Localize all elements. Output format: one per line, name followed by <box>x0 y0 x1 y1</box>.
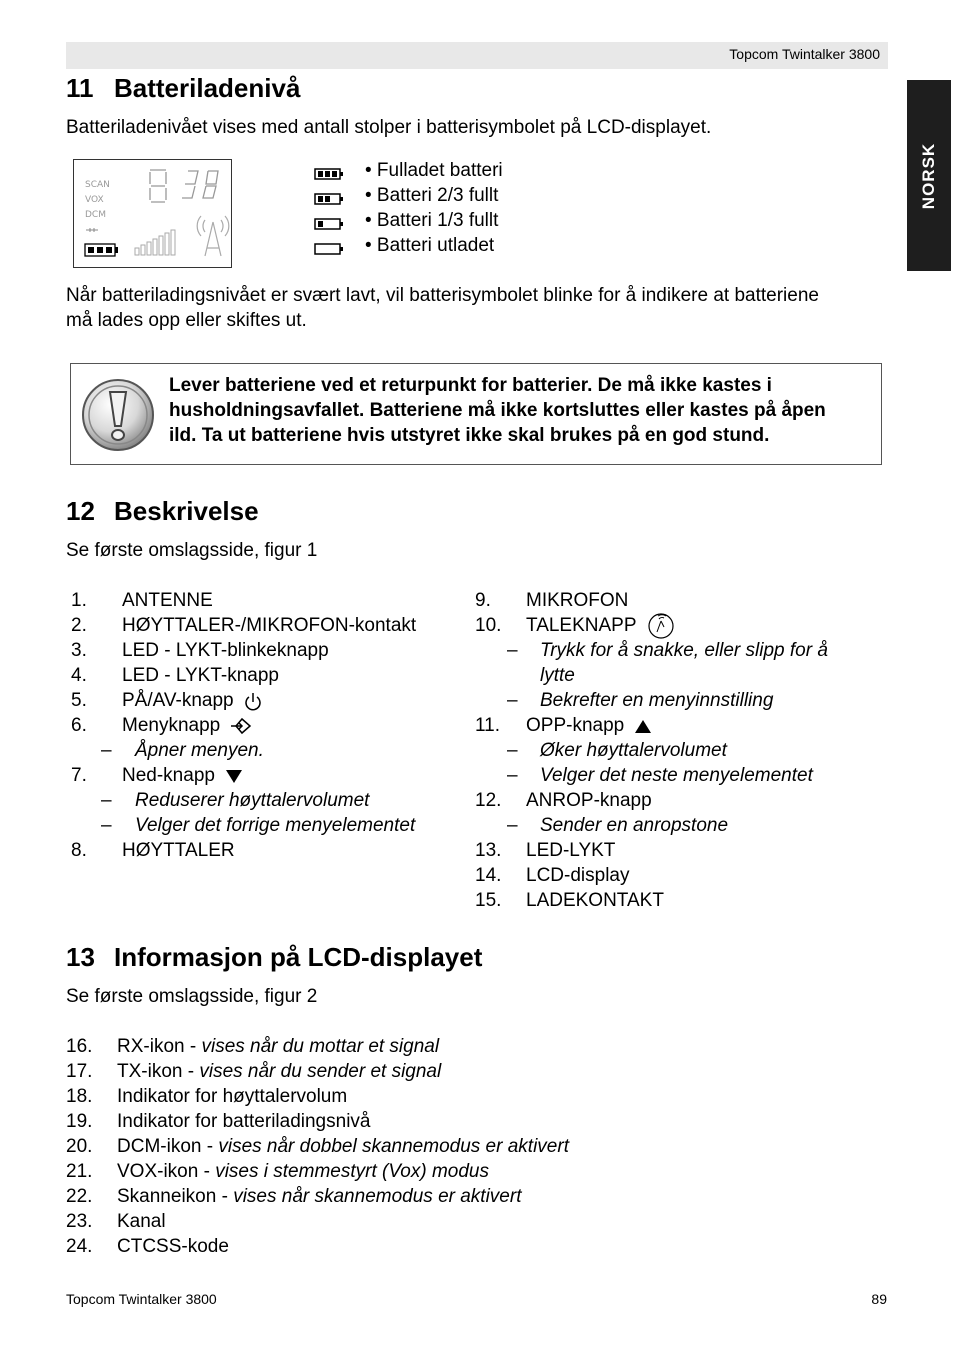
battery-level-empty <box>314 233 503 258</box>
list-item: 4. LED - LYKT-knapp <box>71 665 280 686</box>
svg-text:SCAN: SCAN <box>85 180 110 190</box>
language-tab-label: NORSK <box>919 142 938 209</box>
battery-warning-text: Lever batteriene ved et returpunkt for batterier. De må ikke kastes i husholdningsavfallet. Batteriene må ikke kortsluttes eller kastes på åpen ild. Ta ut batteriene hvis utstyret ikke skal brukes på en god stund. <box>169 375 826 446</box>
up-triangle-icon <box>634 718 652 734</box>
section-13-heading: 13 Informasjon på LCD-displayet <box>66 942 483 972</box>
battery-one-third-icon <box>314 217 344 231</box>
list-item: 5. PÅ/AV-knapp <box>66 688 466 713</box>
header-bar <box>66 42 888 69</box>
list-item: 7. Ned-knapp <box>66 763 466 788</box>
list-item: 1. ANTENNE <box>71 590 213 611</box>
list-subitem: – Øker høyttalervolumet <box>507 740 727 761</box>
battery-level-label: • Batteri 1/3 fullt <box>365 209 499 231</box>
list-item: 21. VOX-ikon - vises i stemmestyrt (Vox) modus <box>66 1161 489 1182</box>
list-item: 19. Indikator for batteriladingsnivå <box>66 1111 371 1132</box>
battery-full-icon <box>314 167 344 181</box>
battery-level-label: • Batteri 2/3 fullt <box>365 184 499 206</box>
battery-two-thirds-icon <box>314 192 344 206</box>
list-item: 23. Kanal <box>66 1211 166 1232</box>
battery-level-label: • Batteri utladet <box>365 234 495 256</box>
list-item: 24. CTCSS-kode <box>66 1236 229 1257</box>
exclamation-warning-icon <box>81 378 155 452</box>
section-11-intro: Batteriladenivået vises med antall stolper i batterisymbolet på LCD-displayet. <box>66 117 712 138</box>
battery-blink-note: Når batteriladingsnivået er svært lavt, vil batterisymbolet blinke for å indikere at batteriene må lades opp eller skiftes ut. <box>66 285 819 331</box>
page-number: 89 <box>871 1291 887 1307</box>
list-item: 10. TALEKNAPP <box>475 613 885 638</box>
lcd-display-illustration <box>73 159 232 268</box>
description-list-right <box>475 588 885 913</box>
lcd-illustration-icon <box>74 160 231 267</box>
battery-level-two-thirds <box>314 183 503 208</box>
battery-warning-box <box>70 363 882 465</box>
list-item: 11. OPP-knapp <box>475 713 885 738</box>
list-subitem: – Åpner menyen. <box>101 740 264 761</box>
battery-level-one-third <box>314 208 503 233</box>
list-subitem: – Velger det forrige menyelementet <box>101 815 416 836</box>
battery-level-full <box>314 158 503 183</box>
list-subitem-continued: lytte <box>540 665 575 686</box>
section-12-intro: Se første omslagsside, figur 1 <box>66 540 318 561</box>
list-item: 3. LED - LYKT-blinkeknapp <box>71 640 329 661</box>
language-tab <box>907 80 951 271</box>
talk-button-icon <box>647 613 675 639</box>
battery-level-label: • Fulladet batteri <box>365 159 503 181</box>
list-item: 6. Menyknapp <box>66 713 466 738</box>
list-item: 14. LCD-display <box>475 865 630 886</box>
svg-text:DCM: DCM <box>85 210 106 220</box>
list-item: 8. HØYTTALER <box>71 840 235 861</box>
list-subitem: – Bekrefter en menyinnstilling <box>507 690 774 711</box>
header-title: Topcom Twintalker 3800 <box>729 46 880 62</box>
down-triangle-icon <box>225 768 243 784</box>
list-item: 16. RX-ikon - vises når du mottar et signal <box>66 1036 440 1057</box>
section-11-heading: 11 Batteriladenivå <box>66 73 301 103</box>
list-item: 18. Indikator for høyttalervolum <box>66 1086 348 1107</box>
footer-product-name: Topcom Twintalker 3800 <box>66 1291 217 1307</box>
list-item: 17. TX-ikon - vises når du sender et signal <box>66 1061 442 1082</box>
list-item: 2. HØYTTALER-/MIKROFON-kontakt <box>71 615 417 636</box>
list-subitem: – Velger det neste menyelementet <box>507 765 813 786</box>
section-13-intro: Se første omslagsside, figur 2 <box>66 986 318 1007</box>
list-item: 20. DCM-ikon - vises når dobbel skannemodus er aktivert <box>66 1136 569 1157</box>
svg-text:VOX: VOX <box>85 195 104 205</box>
battery-level-list <box>314 158 503 258</box>
list-item: 13. LED-LYKT <box>475 840 616 861</box>
list-item: 12. ANROP-knapp <box>475 790 652 811</box>
list-subitem: – Sender en anropstone <box>507 815 729 836</box>
menu-icon <box>230 716 252 736</box>
section-12-heading: 12 Beskrivelse <box>66 496 259 526</box>
list-item: 9. MIKROFON <box>475 590 629 611</box>
lcd-info-list <box>66 1034 766 1259</box>
power-icon <box>244 691 262 711</box>
list-item: 15. LADEKONTAKT <box>475 890 664 911</box>
description-list-left <box>66 588 466 863</box>
list-item: 22. Skanneikon - vises når skannemodus er aktivert <box>66 1186 522 1207</box>
battery-empty-icon <box>314 242 344 256</box>
list-subitem: – Trykk for å snakke, eller slipp for å <box>507 640 828 661</box>
list-subitem: – Reduserer høyttalervolumet <box>101 790 370 811</box>
